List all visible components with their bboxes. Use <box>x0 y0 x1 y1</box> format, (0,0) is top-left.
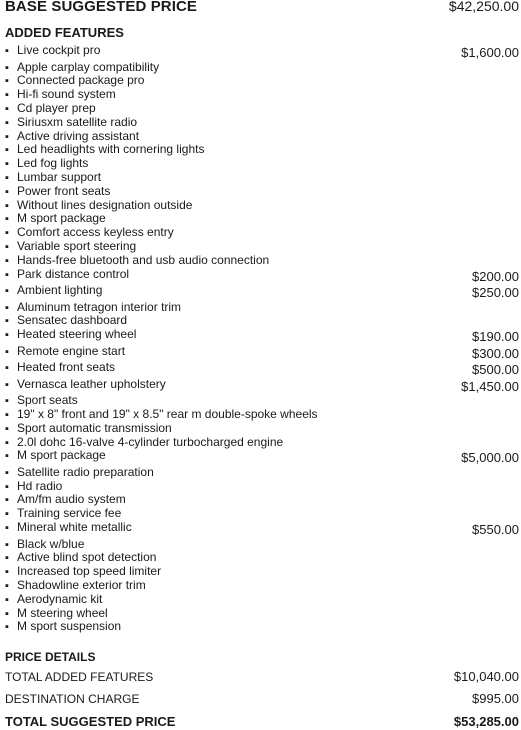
feature-label: Comfort access keyless entry <box>17 225 174 240</box>
feature-label: Remote engine start <box>17 343 126 358</box>
bullet-icon: ▪ <box>5 329 9 342</box>
feature-price: $550.00 <box>472 522 519 537</box>
feature-item <box>5 578 519 592</box>
feature-label: M steering wheel <box>17 605 108 620</box>
feature-price: $1,600.00 <box>461 45 519 60</box>
base-price-label: BASE SUGGESTED PRICE <box>5 0 198 15</box>
feature-label: Led headlights with cornering lights <box>17 142 205 157</box>
feature-item <box>5 184 519 198</box>
bullet-icon: ▪ <box>5 254 9 267</box>
bullet-icon: ▪ <box>5 566 9 579</box>
total-added-row <box>5 669 519 684</box>
bullet-icon: ▪ <box>5 213 9 226</box>
feature-item <box>5 87 519 101</box>
feature-label: M sport suspension <box>17 619 122 634</box>
feature-label: Mineral white metallic <box>17 520 132 534</box>
feature-item <box>5 170 519 184</box>
feature-label: Led fog lights <box>17 156 89 171</box>
feature-label: Increased top speed limiter <box>17 564 162 579</box>
bullet-icon: ▪ <box>5 494 9 507</box>
feature-item <box>5 421 519 435</box>
feature-label: Aluminum tetragon interior trim <box>17 299 182 314</box>
feature-label: Power front seats <box>17 183 111 198</box>
feature-label: M sport package <box>17 448 106 463</box>
feature-label: Aerodynamic kit <box>17 591 103 606</box>
destination-label: DESTINATION CHARGE <box>5 692 140 706</box>
total-value: $53,285.00 <box>453 714 519 729</box>
bullet-icon: ▪ <box>5 45 9 57</box>
bullet-icon: ▪ <box>5 268 9 281</box>
feature-item <box>5 73 519 87</box>
added-features-title: ADDED FEATURES <box>5 25 124 40</box>
base-price-row <box>5 0 519 15</box>
bullet-icon: ▪ <box>5 345 9 358</box>
feature-item <box>5 343 519 361</box>
bullet-icon: ▪ <box>5 199 9 212</box>
bullet-icon: ▪ <box>5 227 9 240</box>
feature-label: Cd player prep <box>17 100 96 115</box>
feature-item <box>5 506 519 520</box>
feature-label: Heated front seats <box>17 360 116 375</box>
bullet-icon: ▪ <box>5 61 9 74</box>
feature-item <box>5 448 519 466</box>
feature-item <box>5 129 519 143</box>
feature-label: Black w/blue <box>17 536 85 551</box>
feature-item <box>5 550 519 564</box>
total-added-value: $10,040.00 <box>453 669 519 684</box>
feature-item <box>5 313 519 327</box>
feature-price: $300.00 <box>472 345 519 361</box>
feature-item <box>5 266 519 284</box>
feature-item <box>5 300 519 314</box>
feature-label: Heated steering wheel <box>17 327 137 342</box>
feature-label: Hd radio <box>17 478 63 493</box>
feature-price: $190.00 <box>472 329 519 345</box>
bullet-icon: ▪ <box>5 240 9 253</box>
feature-label: Am/fm audio system <box>17 492 126 507</box>
bullet-icon: ▪ <box>5 144 9 157</box>
feature-label: Sport seats <box>17 393 78 408</box>
feature-item <box>5 142 519 156</box>
feature-item <box>5 537 519 551</box>
feature-label: Training service fee <box>17 506 122 521</box>
bullet-icon: ▪ <box>5 362 9 375</box>
feature-label: Active blind spot detection <box>17 550 157 565</box>
feature-item <box>5 239 519 253</box>
feature-item <box>5 156 519 170</box>
feature-label: Live cockpit pro <box>17 43 101 57</box>
feature-label: Vernasca leather upholstery <box>17 376 166 391</box>
feature-label: 2.0l dohc 16-valve 4-cylinder turbocharged engine <box>17 434 284 449</box>
feature-item <box>5 606 519 620</box>
feature-price: $500.00 <box>472 362 519 378</box>
bullet-icon: ▪ <box>5 552 9 565</box>
feature-label: Connected package pro <box>17 73 145 88</box>
bullet-icon: ▪ <box>5 579 9 592</box>
feature-item <box>5 435 519 449</box>
bullet-icon: ▪ <box>5 171 9 184</box>
total-label: TOTAL SUGGESTED PRICE <box>5 714 176 729</box>
bullet-icon: ▪ <box>5 185 9 198</box>
feature-label: Siriusxm satellite radio <box>17 114 138 129</box>
feature-label: Without lines designation outside <box>17 197 193 212</box>
bullet-icon: ▪ <box>5 450 9 463</box>
feature-label: Ambient lighting <box>17 283 103 297</box>
bullet-icon: ▪ <box>5 508 9 521</box>
feature-label: Active driving assistant <box>17 128 140 143</box>
feature-item <box>5 101 519 115</box>
feature-label: Hands-free bluetooth and usb audio connection <box>17 252 270 267</box>
feature-item <box>5 43 519 60</box>
feature-label: Park distance control <box>17 266 130 281</box>
bullet-icon: ▪ <box>5 89 9 102</box>
total-added-label: TOTAL ADDED FEATURES <box>5 670 154 684</box>
feature-label: Sport automatic transmission <box>17 420 172 435</box>
feature-item <box>5 407 519 421</box>
bullet-icon: ▪ <box>5 116 9 129</box>
bullet-icon: ▪ <box>5 158 9 171</box>
feature-price: $5,000.00 <box>461 450 519 466</box>
feature-item <box>5 619 519 633</box>
feature-item <box>5 592 519 606</box>
bullet-icon: ▪ <box>5 75 9 88</box>
feature-item <box>5 211 519 225</box>
bullet-icon: ▪ <box>5 436 9 449</box>
feature-item <box>5 360 519 378</box>
feature-label: Shadowline exterior trim <box>17 577 146 592</box>
bullet-icon: ▪ <box>5 408 9 421</box>
bullet-icon: ▪ <box>5 285 9 297</box>
feature-item <box>5 60 519 74</box>
feature-item <box>5 564 519 578</box>
bullet-icon: ▪ <box>5 378 9 391</box>
feature-label: 19" x 8" front and 19" x 8.5" rear m double-spoke wheels <box>17 406 318 421</box>
feature-label: Lumbar support <box>17 169 102 184</box>
feature-price: $250.00 <box>472 285 519 300</box>
feature-item <box>5 393 519 407</box>
bullet-icon: ▪ <box>5 538 9 551</box>
bullet-icon: ▪ <box>5 621 9 634</box>
feature-item <box>5 253 519 267</box>
bullet-icon: ▪ <box>5 607 9 620</box>
bullet-icon: ▪ <box>5 130 9 143</box>
feature-label: Hi-fi sound system <box>17 87 116 102</box>
feature-label: M sport package <box>17 211 106 226</box>
bullet-icon: ▪ <box>5 480 9 493</box>
feature-price: $200.00 <box>472 268 519 284</box>
feature-item <box>5 225 519 239</box>
bullet-icon: ▪ <box>5 301 9 314</box>
bullet-icon: ▪ <box>5 522 9 534</box>
feature-label: Apple carplay compatibility <box>17 59 160 74</box>
feature-item <box>5 115 519 129</box>
base-price-value: $42,250.00 <box>448 0 519 14</box>
bullet-icon: ▪ <box>5 102 9 115</box>
feature-label: Variable sport steering <box>17 238 137 253</box>
feature-price: $1,450.00 <box>461 378 519 394</box>
bullet-icon: ▪ <box>5 395 9 408</box>
feature-item <box>5 327 519 345</box>
feature-item <box>5 198 519 212</box>
feature-item <box>5 376 519 394</box>
bullet-icon: ▪ <box>5 315 9 328</box>
feature-label: Satellite radio preparation <box>17 464 154 479</box>
destination-row <box>5 691 519 706</box>
destination-value: $995.00 <box>472 691 519 706</box>
feature-label: Sensatec dashboard <box>17 313 128 328</box>
feature-item <box>5 283 519 300</box>
feature-item <box>5 492 519 506</box>
bullet-icon: ▪ <box>5 422 9 435</box>
feature-item <box>5 520 519 537</box>
price-details-title: PRICE DETAILS <box>5 650 96 664</box>
feature-item <box>5 465 519 479</box>
total-row <box>5 714 519 729</box>
bullet-icon: ▪ <box>5 466 9 479</box>
bullet-icon: ▪ <box>5 593 9 606</box>
feature-item <box>5 479 519 493</box>
